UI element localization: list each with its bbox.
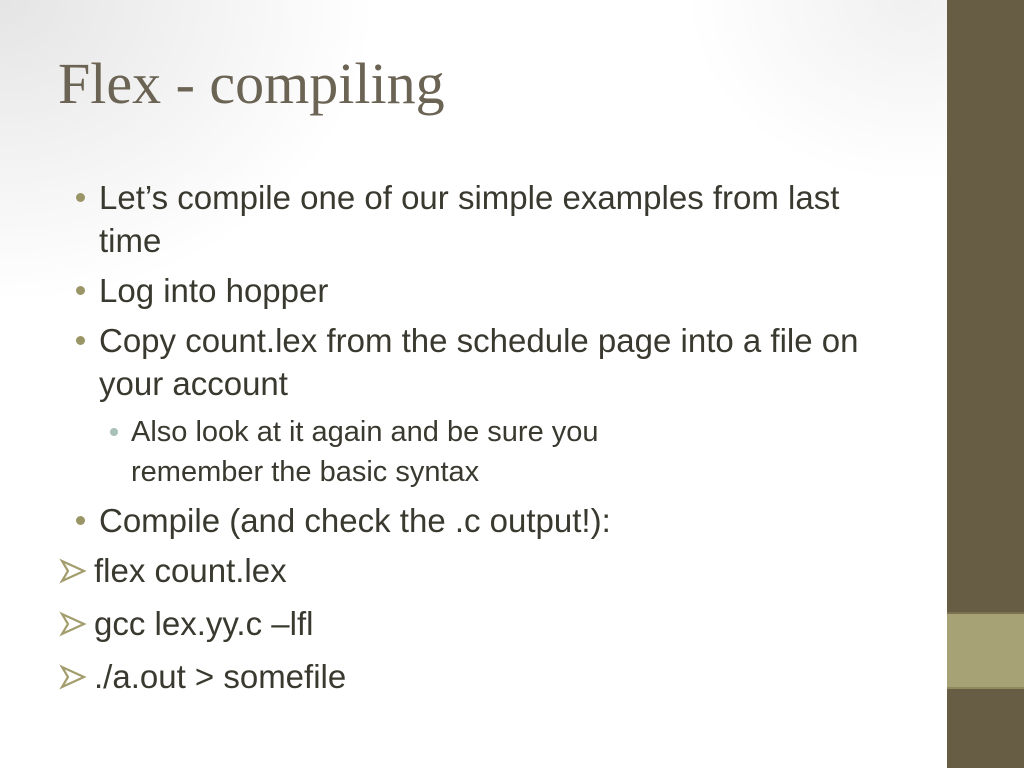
list-item [0, 319, 947, 405]
list-item-text: Log into hopper [99, 272, 329, 309]
list-item [0, 269, 947, 312]
command-text: gcc lex.yy.c –lfl [94, 605, 314, 642]
command-list-item [0, 602, 947, 645]
list-item [0, 499, 947, 542]
list-item [0, 176, 947, 262]
arrowhead-bullet-icon [58, 556, 88, 586]
sub-list-item [0, 412, 947, 492]
sidebar-accent-block [947, 612, 1024, 689]
list-item-text: Copy count.lex from the schedule page into a file on your account [99, 322, 859, 402]
arrowhead-bullet-icon [58, 662, 88, 692]
list-item-text: Also look at it again and be sure you remember the basic syntax [131, 416, 599, 488]
command-list-item [0, 655, 947, 698]
arrowhead-bullet-icon [58, 609, 88, 639]
sidebar-band [947, 0, 1024, 768]
command-text: flex count.lex [94, 552, 287, 589]
command-text: ./a.out > somefile [94, 658, 347, 695]
list-item-text: Compile (and check the .c output!): [99, 502, 611, 539]
bullet-icon [76, 516, 85, 525]
bullet-icon [76, 336, 85, 345]
list-item-text: Let’s compile one of our simple examples from last time [99, 179, 840, 259]
bullet-icon [76, 193, 85, 202]
sub-bullet-icon [110, 428, 118, 436]
command-list-item [0, 549, 947, 592]
slide-title: Flex - compiling [58, 51, 445, 116]
slide-body [0, 176, 947, 708]
bullet-icon [76, 286, 85, 295]
